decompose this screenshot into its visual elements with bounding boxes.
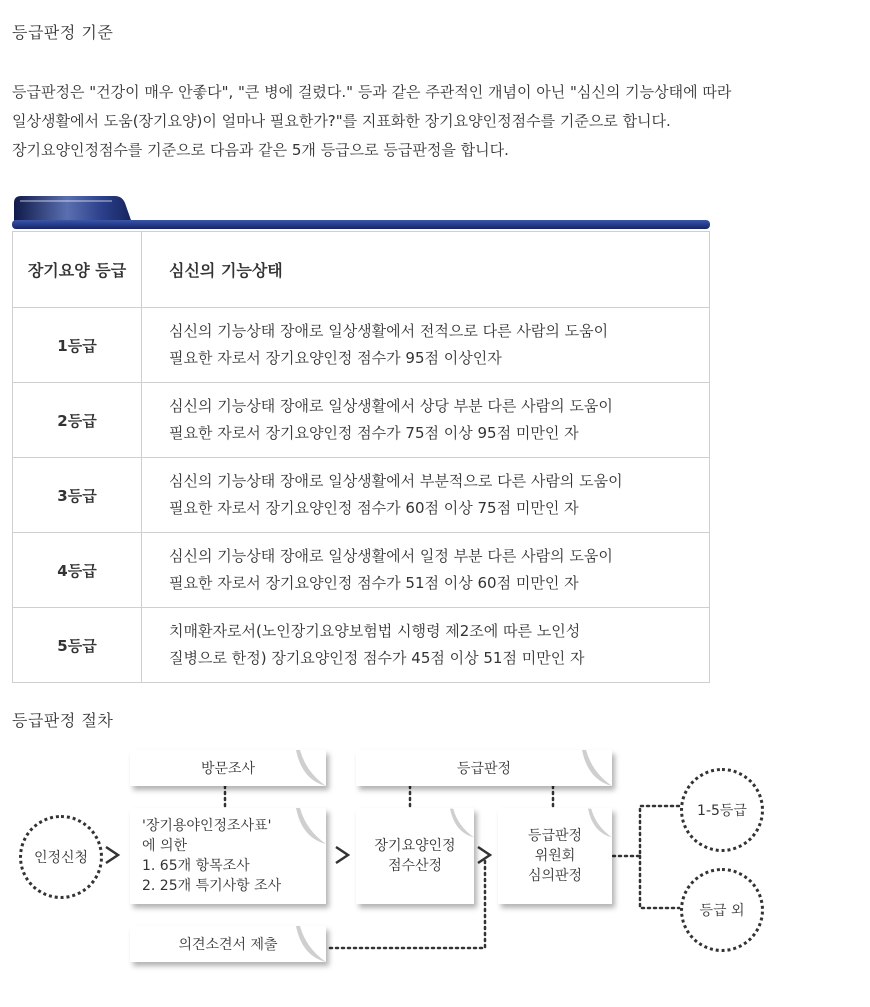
survey-line: 2. 25개 특기사항 조사: [142, 878, 282, 894]
page-curl-icon: [450, 808, 474, 838]
opinion-label: 의견소견서 제출: [178, 937, 278, 953]
description-cell: [142, 533, 710, 608]
table-row: [13, 533, 710, 608]
score-line: 장기요양인정: [374, 838, 456, 854]
judge-label: 등급판정: [456, 761, 512, 777]
description-cell: [142, 383, 710, 458]
opinion-note: [130, 926, 326, 962]
column-header-status: 심신의 기능상태: [142, 232, 710, 308]
grade-cell: 1등급: [13, 308, 142, 383]
intro-paragraph: [12, 78, 862, 165]
description-line: 심신의 기능상태 장애로 일상생활에서 부분적으로 다른 사람의 도움이: [169, 472, 623, 490]
description-line: 필요한 자로서 장기요양인정 점수가 95점 이상인자: [169, 349, 502, 367]
result-grade-circle: [680, 768, 764, 852]
description-cell: [142, 458, 710, 533]
result-other-label: 등급 외: [699, 903, 745, 919]
table-row: [13, 458, 710, 533]
visit-note: [130, 750, 326, 786]
description-line: 질병으로 한정) 장기요양인정 점수가 45점 이상 51점 미만인 자: [169, 649, 585, 667]
table-header-row: [13, 232, 710, 308]
apply-circle: [19, 815, 103, 899]
apply-label: 인정신청: [33, 850, 89, 866]
description-line: 필요한 자로서 장기요양인정 점수가 75점 이상 95점 미만인 자: [169, 424, 579, 442]
survey-note: [130, 808, 326, 904]
intro-line: 일상생활에서 도움(장기요양)이 얼마나 필요한가?"를 지표화한 장기요양인정점수를 기준으로 합니다.: [12, 112, 671, 130]
page-curl-icon: [296, 926, 326, 962]
section-title-procedure: 등급판정 절차: [12, 711, 114, 730]
description-cell: [142, 308, 710, 383]
judge-note: [356, 750, 612, 786]
description-line: 심신의 기능상태 장애로 일상생활에서 일정 부분 다른 사람의 도움이: [169, 547, 613, 565]
description-line: 필요한 자로서 장기요양인정 점수가 60점 이상 75점 미만인 자: [169, 499, 579, 517]
committee-line: 위원회: [534, 848, 576, 864]
description-line: 심신의 기능상태 장애로 일상생활에서 전적으로 다른 사람의 도움이: [169, 322, 609, 340]
table-row: [13, 608, 710, 683]
table-row: [13, 308, 710, 383]
grade-cell: 2등급: [13, 383, 142, 458]
visit-label: 방문조사: [200, 761, 256, 777]
grade-cell: 4등급: [13, 533, 142, 608]
survey-line: 에 의한: [142, 838, 188, 854]
procedure-flow-diagram: [0, 740, 870, 990]
description-line: 필요한 자로서 장기요양인정 점수가 51점 이상 60점 미만인 자: [169, 574, 579, 592]
column-header-grade: 장기요양 등급: [13, 232, 142, 308]
intro-line: 장기요양인정점수를 기준으로 다음과 같은 5개 등급으로 등급판정을 합니다.: [12, 141, 509, 159]
table-header-decoration: [12, 193, 710, 231]
page-curl-icon: [296, 808, 326, 844]
description-line: 치매환자로서(노인장기요양보험법 시행령 제2조에 따른 노인성: [169, 622, 581, 640]
section-title-criteria: 등급판정 기준: [12, 23, 114, 42]
page-curl-icon: [582, 750, 612, 786]
result-grade-label: 1-5등급: [697, 803, 747, 819]
survey-line: '장기용야인정조사표': [142, 818, 272, 834]
committee-line: 등급판정: [527, 828, 583, 844]
committee-line: 심의판정: [527, 868, 583, 884]
grade-cell: 3등급: [13, 458, 142, 533]
result-other-circle: [680, 868, 764, 952]
table-row: [13, 383, 710, 458]
score-line: 점수산정: [387, 858, 443, 874]
grade-table: [12, 231, 710, 683]
page-curl-icon: [588, 808, 612, 838]
grade-cell: 5등급: [13, 608, 142, 683]
description-line: 심신의 기능상태 장애로 일상생활에서 상당 부분 다른 사람의 도움이: [169, 397, 613, 415]
description-cell: [142, 608, 710, 683]
survey-line: 1. 65개 항목조사: [142, 858, 250, 874]
intro-line: 등급판정은 "건강이 매우 안좋다", "큰 병에 걸렸다." 등과 같은 주관적인 개념이 아닌 "심신의 기능상태에 따라: [12, 83, 732, 101]
committee-note: [498, 808, 612, 904]
page-curl-icon: [296, 750, 326, 786]
score-note: [356, 808, 474, 904]
